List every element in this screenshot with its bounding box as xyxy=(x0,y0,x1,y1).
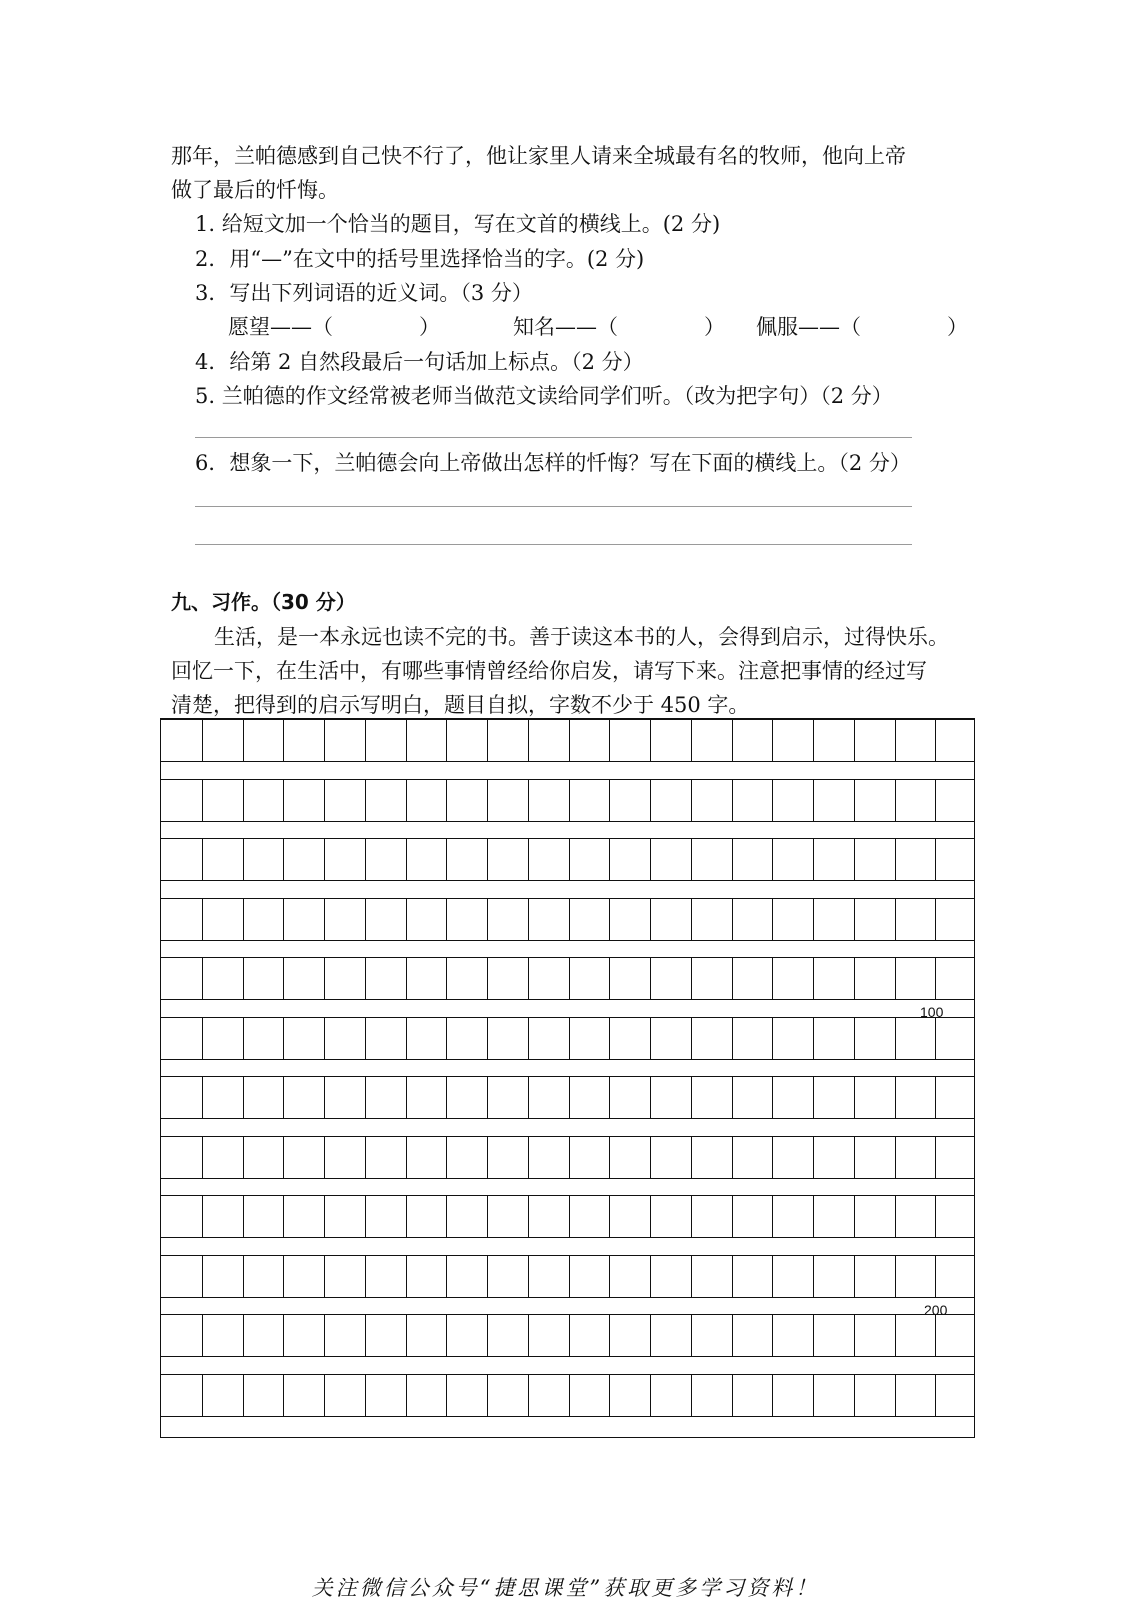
grid-cell-divider xyxy=(324,780,325,821)
grid-cell-divider xyxy=(772,899,773,940)
grid-cell-divider xyxy=(813,780,814,821)
grid-cell-divider xyxy=(446,1018,447,1059)
grid-cell-divider xyxy=(650,1196,651,1237)
grid-cell-divider xyxy=(324,839,325,880)
grid-cell-divider xyxy=(935,839,936,880)
grid-cell-divider xyxy=(895,1196,896,1237)
grid-cell-divider xyxy=(609,1077,610,1118)
question-3: 3．写出下列词语的近义词。（3 分） xyxy=(195,281,533,305)
grid-cell-divider xyxy=(283,780,284,821)
grid-cell-divider xyxy=(609,958,610,999)
grid-row xyxy=(161,838,974,881)
grid-cell-divider xyxy=(772,1137,773,1178)
passage-line-2: 做了最后的忏悔。 xyxy=(171,178,339,202)
grid-row xyxy=(161,719,974,762)
grid-cell-divider xyxy=(202,1315,203,1356)
grid-cell-divider xyxy=(772,1256,773,1297)
grid-cell-divider xyxy=(528,1018,529,1059)
grid-cell-divider xyxy=(487,958,488,999)
grid-cell-divider xyxy=(732,1018,733,1059)
grid-cell-divider xyxy=(772,720,773,761)
grid-cell-divider xyxy=(406,958,407,999)
footer-note: 关注微信公众号“捷思课堂”获取更多学习资料！ xyxy=(311,1576,820,1600)
grid-cell-divider xyxy=(732,1137,733,1178)
grid-cell-divider xyxy=(324,1137,325,1178)
grid-cell-divider xyxy=(609,839,610,880)
grid-cell-divider xyxy=(243,1018,244,1059)
grid-cell-divider xyxy=(650,839,651,880)
grid-cell-divider xyxy=(772,839,773,880)
grid-cell-divider xyxy=(569,780,570,821)
grid-cell-divider xyxy=(202,839,203,880)
grid-cell-divider xyxy=(772,1077,773,1118)
synonym-word: 知名——（ xyxy=(513,315,618,339)
grid-cell-divider xyxy=(283,1077,284,1118)
grid-cell-divider xyxy=(854,1315,855,1356)
grid-cell-divider xyxy=(446,1315,447,1356)
grid-cell-divider xyxy=(324,958,325,999)
grid-cell-divider xyxy=(609,1196,610,1237)
grid-cell-divider xyxy=(406,1375,407,1416)
grid-cell-divider xyxy=(487,839,488,880)
grid-cell-divider xyxy=(691,899,692,940)
grid-cell-divider xyxy=(202,1375,203,1416)
grid-cell-divider xyxy=(772,958,773,999)
grid-cell-divider xyxy=(813,1315,814,1356)
grid-cell-divider xyxy=(324,899,325,940)
question-5: 5. 兰帕德的作文经常被老师当做范文读给同学们听。（改为把字句）（2 分） xyxy=(195,384,893,408)
grid-cell-divider xyxy=(365,1315,366,1356)
grid-cell-divider xyxy=(487,1018,488,1059)
grid-cell-divider xyxy=(446,1137,447,1178)
grid-cell-divider xyxy=(895,1137,896,1178)
grid-cell-divider xyxy=(324,1375,325,1416)
grid-row xyxy=(161,1255,974,1298)
grid-cell-divider xyxy=(446,1077,447,1118)
grid-cell-divider xyxy=(569,1256,570,1297)
grid-cell-divider xyxy=(365,780,366,821)
grid-cell-divider xyxy=(528,899,529,940)
grid-cell-divider xyxy=(609,1018,610,1059)
grid-cell-divider xyxy=(691,958,692,999)
grid-cell-divider xyxy=(365,1256,366,1297)
grid-cell-divider xyxy=(732,1256,733,1297)
grid-cell-divider xyxy=(935,720,936,761)
grid-cell-divider xyxy=(691,1077,692,1118)
word-count-marker-100: 100 xyxy=(920,1004,944,1020)
grid-cell-divider xyxy=(650,720,651,761)
grid-cell-divider xyxy=(406,1256,407,1297)
grid-cell-divider xyxy=(528,1315,529,1356)
grid-cell-divider xyxy=(243,1196,244,1237)
grid-cell-divider xyxy=(202,958,203,999)
grid-cell-divider xyxy=(365,1196,366,1237)
grid-cell-divider xyxy=(854,899,855,940)
grid-row xyxy=(161,1017,974,1060)
grid-cell-divider xyxy=(854,1196,855,1237)
grid-cell-divider xyxy=(487,720,488,761)
grid-cell-divider xyxy=(243,1256,244,1297)
grid-cell-divider xyxy=(243,1315,244,1356)
grid-cell-divider xyxy=(609,780,610,821)
grid-cell-divider xyxy=(446,1256,447,1297)
grid-cell-divider xyxy=(691,720,692,761)
grid-cell-divider xyxy=(895,780,896,821)
grid-cell-divider xyxy=(487,899,488,940)
grid-cell-divider xyxy=(609,1375,610,1416)
grid-cell-divider xyxy=(202,1077,203,1118)
grid-cell-divider xyxy=(732,958,733,999)
grid-cell-divider xyxy=(895,1018,896,1059)
composition-grid[interactable] xyxy=(160,718,975,1438)
grid-cell-divider xyxy=(202,1256,203,1297)
grid-cell-divider xyxy=(283,958,284,999)
grid-cell-divider xyxy=(935,1018,936,1059)
grid-cell-divider xyxy=(732,1375,733,1416)
grid-cell-divider xyxy=(243,1077,244,1118)
grid-cell-divider xyxy=(609,720,610,761)
grid-cell-divider xyxy=(406,899,407,940)
grid-cell-divider xyxy=(243,958,244,999)
grid-cell-divider xyxy=(650,1137,651,1178)
grid-cell-divider xyxy=(609,1315,610,1356)
grid-cell-divider xyxy=(528,1137,529,1178)
grid-cell-divider xyxy=(487,1256,488,1297)
grid-cell-divider xyxy=(283,1196,284,1237)
grid-cell-divider xyxy=(813,958,814,999)
grid-cell-divider xyxy=(324,720,325,761)
grid-cell-divider xyxy=(406,1018,407,1059)
grid-cell-divider xyxy=(243,899,244,940)
grid-row xyxy=(161,779,974,822)
grid-cell-divider xyxy=(365,1375,366,1416)
question-2: 2．用“—”在文中的括号里选择恰当的字。(2 分) xyxy=(195,247,645,271)
grid-row xyxy=(161,1314,974,1357)
grid-row xyxy=(161,957,974,1000)
grid-cell-divider xyxy=(650,1018,651,1059)
grid-cell-divider xyxy=(854,1375,855,1416)
grid-cell-divider xyxy=(324,1315,325,1356)
grid-cell-divider xyxy=(365,958,366,999)
grid-cell-divider xyxy=(528,1077,529,1118)
grid-cell-divider xyxy=(772,1018,773,1059)
grid-cell-divider xyxy=(528,720,529,761)
grid-cell-divider xyxy=(406,839,407,880)
grid-row xyxy=(161,1374,974,1417)
grid-cell-divider xyxy=(895,1315,896,1356)
grid-cell-divider xyxy=(569,839,570,880)
essay-prompt-line-1: 生活，是一本永远也读不完的书。善于读这本书的人，会得到启示，过得快乐。 xyxy=(214,625,949,649)
grid-cell-divider xyxy=(487,1315,488,1356)
passage-line-1: 那年，兰帕德感到自己快不行了，他让家里人请来全城最有名的牧师，他向上帝 xyxy=(171,144,906,168)
synonym-item-1 xyxy=(228,313,440,341)
grid-cell-divider xyxy=(650,1077,651,1118)
grid-cell-divider xyxy=(813,1137,814,1178)
grid-cell-divider xyxy=(772,1315,773,1356)
grid-cell-divider xyxy=(854,720,855,761)
grid-cell-divider xyxy=(528,1375,529,1416)
grid-row xyxy=(161,1136,974,1179)
grid-cell-divider xyxy=(446,1196,447,1237)
grid-cell-divider xyxy=(772,1196,773,1237)
grid-cell-divider xyxy=(406,720,407,761)
grid-row xyxy=(161,1076,974,1119)
grid-cell-divider xyxy=(202,1196,203,1237)
synonym-item-3 xyxy=(756,313,968,341)
essay-title: 九、习作。（30 分） xyxy=(171,590,356,614)
grid-cell-divider xyxy=(243,780,244,821)
grid-cell-divider xyxy=(202,780,203,821)
grid-cell-divider xyxy=(650,1375,651,1416)
grid-cell-divider xyxy=(487,1196,488,1237)
grid-cell-divider xyxy=(691,1375,692,1416)
grid-cell-divider xyxy=(772,780,773,821)
grid-cell-divider xyxy=(772,1375,773,1416)
grid-cell-divider xyxy=(935,1256,936,1297)
grid-cell-divider xyxy=(528,839,529,880)
grid-cell-divider xyxy=(895,958,896,999)
grid-cell-divider xyxy=(487,1077,488,1118)
grid-cell-divider xyxy=(446,839,447,880)
grid-cell-divider xyxy=(732,1315,733,1356)
question-4: 4．给第 2 自然段最后一句话加上标点。（2 分） xyxy=(195,350,644,374)
grid-cell-divider xyxy=(202,1137,203,1178)
grid-cell-divider xyxy=(895,1256,896,1297)
word-count-marker-200: 200 xyxy=(924,1302,948,1318)
grid-cell-divider xyxy=(569,1077,570,1118)
grid-cell-divider xyxy=(935,780,936,821)
grid-cell-divider xyxy=(732,720,733,761)
grid-cell-divider xyxy=(283,1018,284,1059)
question-6: 6．想象一下，兰帕德会向上帝做出怎样的忏悔？写在下面的横线上。（2 分） xyxy=(195,451,911,475)
grid-cell-divider xyxy=(813,1375,814,1416)
grid-cell-divider xyxy=(935,1196,936,1237)
grid-cell-divider xyxy=(569,1137,570,1178)
grid-cell-divider xyxy=(854,1018,855,1059)
grid-cell-divider xyxy=(895,899,896,940)
grid-cell-divider xyxy=(650,780,651,821)
grid-cell-divider xyxy=(406,1077,407,1118)
grid-cell-divider xyxy=(569,1375,570,1416)
grid-cell-divider xyxy=(528,958,529,999)
grid-cell-divider xyxy=(446,780,447,821)
grid-cell-divider xyxy=(854,1256,855,1297)
grid-cell-divider xyxy=(487,1137,488,1178)
grid-cell-divider xyxy=(813,1256,814,1297)
grid-cell-divider xyxy=(854,958,855,999)
grid-cell-divider xyxy=(446,899,447,940)
answer-line-q6-1[interactable] xyxy=(195,506,912,507)
grid-cell-divider xyxy=(813,720,814,761)
grid-cell-divider xyxy=(406,1196,407,1237)
essay-prompt-line-2: 回忆一下，在生活中，有哪些事情曾经给你启发，请写下来。注意把事情的经过写 xyxy=(171,659,927,683)
grid-cell-divider xyxy=(813,899,814,940)
grid-cell-divider xyxy=(569,1196,570,1237)
grid-cell-divider xyxy=(609,899,610,940)
grid-cell-divider xyxy=(569,1315,570,1356)
grid-cell-divider xyxy=(691,1137,692,1178)
grid-cell-divider xyxy=(732,899,733,940)
grid-cell-divider xyxy=(243,1137,244,1178)
grid-cell-divider xyxy=(732,780,733,821)
grid-cell-divider xyxy=(895,839,896,880)
grid-cell-divider xyxy=(202,899,203,940)
grid-cell-divider xyxy=(406,1137,407,1178)
grid-cell-divider xyxy=(202,1018,203,1059)
grid-cell-divider xyxy=(406,1315,407,1356)
grid-row xyxy=(161,898,974,941)
grid-cell-divider xyxy=(854,1077,855,1118)
grid-cell-divider xyxy=(650,1256,651,1297)
grid-cell-divider xyxy=(895,1077,896,1118)
synonym-close: ） xyxy=(419,315,440,339)
grid-cell-divider xyxy=(528,780,529,821)
grid-cell-divider xyxy=(283,899,284,940)
grid-cell-divider xyxy=(691,1018,692,1059)
grid-cell-divider xyxy=(569,958,570,999)
grid-cell-divider xyxy=(446,958,447,999)
grid-cell-divider xyxy=(365,1137,366,1178)
grid-cell-divider xyxy=(854,839,855,880)
grid-cell-divider xyxy=(691,1315,692,1356)
grid-cell-divider xyxy=(243,720,244,761)
grid-cell-divider xyxy=(283,839,284,880)
grid-cell-divider xyxy=(650,958,651,999)
grid-cell-divider xyxy=(528,1256,529,1297)
grid-cell-divider xyxy=(283,1315,284,1356)
grid-cell-divider xyxy=(487,780,488,821)
grid-cell-divider xyxy=(609,1256,610,1297)
synonym-item-2 xyxy=(513,313,725,341)
grid-cell-divider xyxy=(365,1018,366,1059)
grid-cell-divider xyxy=(365,1077,366,1118)
grid-cell-divider xyxy=(283,1256,284,1297)
grid-cell-divider xyxy=(732,1196,733,1237)
grid-cell-divider xyxy=(813,1077,814,1118)
grid-cell-divider xyxy=(528,1196,529,1237)
grid-cell-divider xyxy=(202,720,203,761)
grid-cell-divider xyxy=(365,839,366,880)
grid-cell-divider xyxy=(895,720,896,761)
essay-prompt-line-3: 清楚，把得到的启示写明白，题目自拟，字数不少于 450 字。 xyxy=(171,693,750,717)
grid-cell-divider xyxy=(487,1375,488,1416)
grid-cell-divider xyxy=(691,780,692,821)
grid-cell-divider xyxy=(446,1375,447,1416)
grid-cell-divider xyxy=(732,839,733,880)
question-1: 1. 给短文加一个恰当的题目，写在文首的横线上。(2 分) xyxy=(195,212,721,236)
grid-cell-divider xyxy=(691,1196,692,1237)
grid-cell-divider xyxy=(324,1018,325,1059)
grid-cell-divider xyxy=(446,720,447,761)
synonym-word: 愿望——（ xyxy=(228,315,333,339)
grid-cell-divider xyxy=(365,720,366,761)
grid-cell-divider xyxy=(935,1137,936,1178)
grid-cell-divider xyxy=(283,1375,284,1416)
grid-cell-divider xyxy=(650,899,651,940)
grid-cell-divider xyxy=(691,839,692,880)
answer-line-q6-2[interactable] xyxy=(195,544,912,545)
grid-cell-divider xyxy=(895,1375,896,1416)
grid-cell-divider xyxy=(609,1137,610,1178)
grid-cell-divider xyxy=(569,1018,570,1059)
grid-cell-divider xyxy=(365,899,366,940)
grid-cell-divider xyxy=(935,1375,936,1416)
grid-cell-divider xyxy=(324,1256,325,1297)
grid-cell-divider xyxy=(283,1137,284,1178)
grid-cell-divider xyxy=(691,1256,692,1297)
grid-cell-divider xyxy=(935,899,936,940)
grid-cell-divider xyxy=(732,1077,733,1118)
grid-cell-divider xyxy=(935,1315,936,1356)
grid-row xyxy=(161,1195,974,1238)
grid-cell-divider xyxy=(935,958,936,999)
synonym-close: ） xyxy=(704,315,725,339)
grid-cell-divider xyxy=(813,839,814,880)
grid-cell-divider xyxy=(854,1137,855,1178)
grid-cell-divider xyxy=(935,1077,936,1118)
grid-cell-divider xyxy=(650,1315,651,1356)
grid-cell-divider xyxy=(813,1018,814,1059)
grid-cell-divider xyxy=(569,899,570,940)
grid-cell-divider xyxy=(813,1196,814,1237)
grid-cell-divider xyxy=(854,780,855,821)
grid-cell-divider xyxy=(283,720,284,761)
synonym-word: 佩服——（ xyxy=(756,315,861,339)
grid-cell-divider xyxy=(243,1375,244,1416)
grid-cell-divider xyxy=(324,1196,325,1237)
grid-cell-divider xyxy=(243,839,244,880)
synonym-close: ） xyxy=(947,315,968,339)
grid-cell-divider xyxy=(406,780,407,821)
grid-cell-divider xyxy=(569,720,570,761)
answer-line-q5[interactable] xyxy=(195,437,912,438)
grid-cell-divider xyxy=(324,1077,325,1118)
